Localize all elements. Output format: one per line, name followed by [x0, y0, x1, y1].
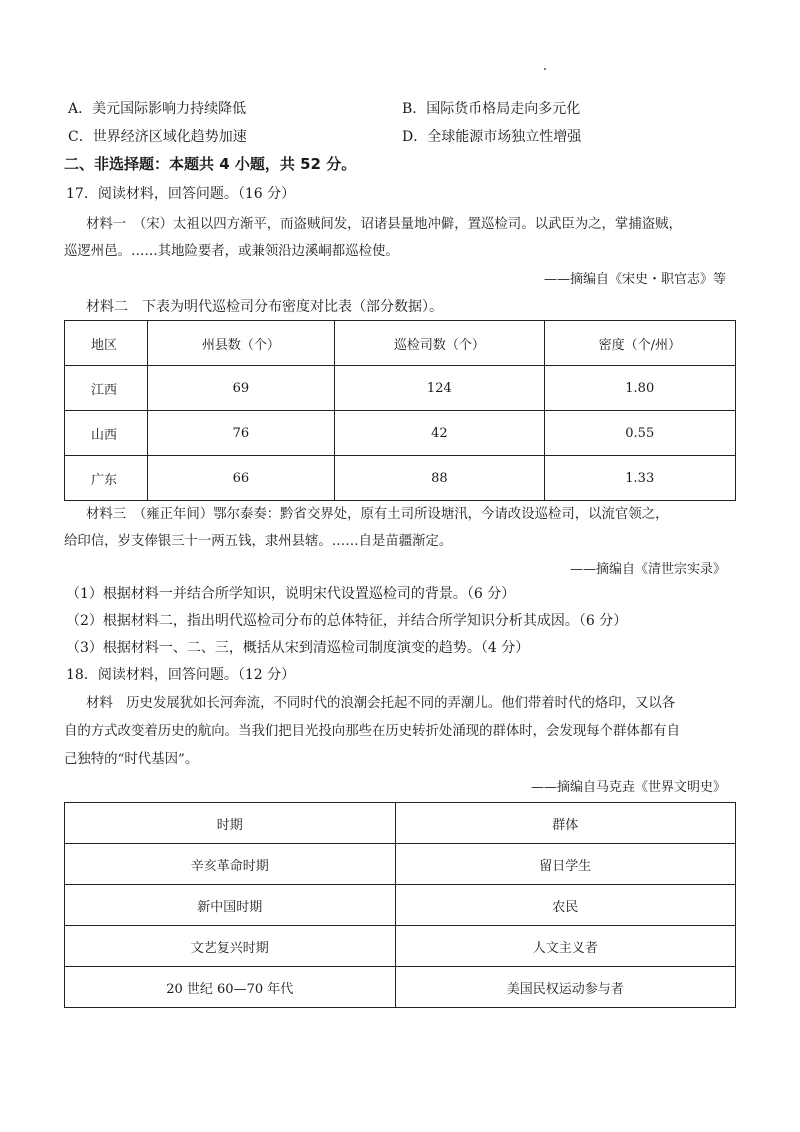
option-c: C．世界经济区域化趋势加速 — [68, 129, 247, 145]
option-a: A．美元国际影响力持续降低 — [68, 101, 247, 117]
table-cell: 0.55 — [544, 411, 735, 456]
table-cell: 124 — [335, 366, 544, 411]
q17-material1-line2: 巡逻州邑。……其地险要者，或兼领沿边溪峒都巡检使。 — [64, 244, 399, 259]
table-row — [65, 926, 736, 967]
table-cell: 1.33 — [544, 456, 735, 501]
table-row — [65, 366, 736, 411]
table-cell: 42 — [335, 411, 544, 456]
table-cell: 留日学生 — [395, 844, 736, 885]
table-cell: 文艺复兴时期 — [65, 926, 396, 967]
q17-subquestion-1: （1）根据材料一并结合所学知识，说明宋代设置巡检司的背景。（6 分） — [66, 586, 516, 602]
q17-material1-line1: 材料一 （宋）太祖以四方渐平，而盗贼间发，诏诸县量地冲僻，置巡检司。以武臣为之，掌捕盗贼， — [86, 217, 682, 232]
table-row — [65, 967, 736, 1008]
table-row — [65, 456, 736, 501]
table-row — [65, 411, 736, 456]
table-cell: 88 — [335, 456, 544, 501]
table-cell: 广东 — [65, 456, 148, 501]
q17-subquestion-2: （2）根据材料二，指出明代巡检司分布的总体特征，并结合所学知识分析其成因。（6 分） — [66, 613, 628, 629]
table-header-cell: 群体 — [395, 803, 736, 844]
section-heading: 二、非选择题：本题共 4 小题，共 52 分。 — [64, 155, 357, 173]
q18-group-table — [64, 802, 736, 1008]
q18-title: 18．阅读材料，回答问题。（12 分） — [66, 667, 296, 683]
table-cell: 江西 — [65, 366, 148, 411]
table-cell: 人文主义者 — [395, 926, 736, 967]
q18-material-source: ——摘编自马克垚《世界文明史》 — [530, 780, 726, 795]
q17-material2-intro: 材料二 下表为明代巡检司分布密度对比表（部分数据）。 — [86, 299, 443, 315]
table-header-row — [65, 321, 736, 366]
q17-material3-source: ——摘编自《清世宗实录》 — [569, 562, 726, 577]
table-cell: 美国民权运动参与者 — [395, 967, 736, 1008]
table-cell: 20 世纪 60—70 年代 — [65, 967, 396, 1008]
q18-material-line1: 材料 历史发展犹如长河奔流，不同时代的浪潮会托起不同的弄潮儿。他们带着时代的烙印，又以各 — [86, 696, 676, 711]
table-row — [65, 885, 736, 926]
q17-title: 17．阅读材料，回答问题。（16 分） — [66, 186, 296, 202]
q17-material3-line2: 给印信，岁支俸银三十一两五钱，隶州县辖。……自是苗疆渐定。 — [64, 534, 453, 549]
q18-material-line3: 己独特的“时代基因”。 — [64, 752, 199, 767]
table-header-cell: 密度（个/州） — [544, 321, 735, 366]
table-cell: 辛亥革命时期 — [65, 844, 396, 885]
table-cell: 1.80 — [544, 366, 735, 411]
q17-density-table — [64, 320, 736, 501]
table-header-cell: 时期 — [65, 803, 396, 844]
q17-material3-line1: 材料三 （雍正年间）鄂尔泰奏：黔省交界处，原有土司所设塘汛，今请改设巡检司，以流官领之， — [86, 507, 669, 522]
table-cell: 山西 — [65, 411, 148, 456]
q17-subquestion-3: （3）根据材料一、二、三，概括从宋到清巡检司制度演变的趋势。（4 分） — [66, 640, 530, 656]
table-cell: 新中国时期 — [65, 885, 396, 926]
table-header-row — [65, 803, 736, 844]
table-cell: 66 — [147, 456, 335, 501]
option-b: B．国际货币格局走向多元化 — [402, 101, 581, 117]
q18-material-line2: 自的方式改变着历史的航向。当我们把目光投向那些在历史转折处涌现的群体时，会发现每个群体都有自 — [64, 724, 680, 739]
table-header-cell: 州县数（个） — [147, 321, 335, 366]
table-row — [65, 844, 736, 885]
q17-material1-source: ——摘编自《宋史・职官志》等 — [543, 272, 726, 287]
table-cell: 76 — [147, 411, 335, 456]
scan-dot — [544, 68, 546, 70]
table-cell: 69 — [147, 366, 335, 411]
table-cell: 农民 — [395, 885, 736, 926]
option-d: D．全球能源市场独立性增强 — [402, 129, 582, 145]
table-header-cell: 巡检司数（个） — [335, 321, 544, 366]
table-header-cell: 地区 — [65, 321, 148, 366]
